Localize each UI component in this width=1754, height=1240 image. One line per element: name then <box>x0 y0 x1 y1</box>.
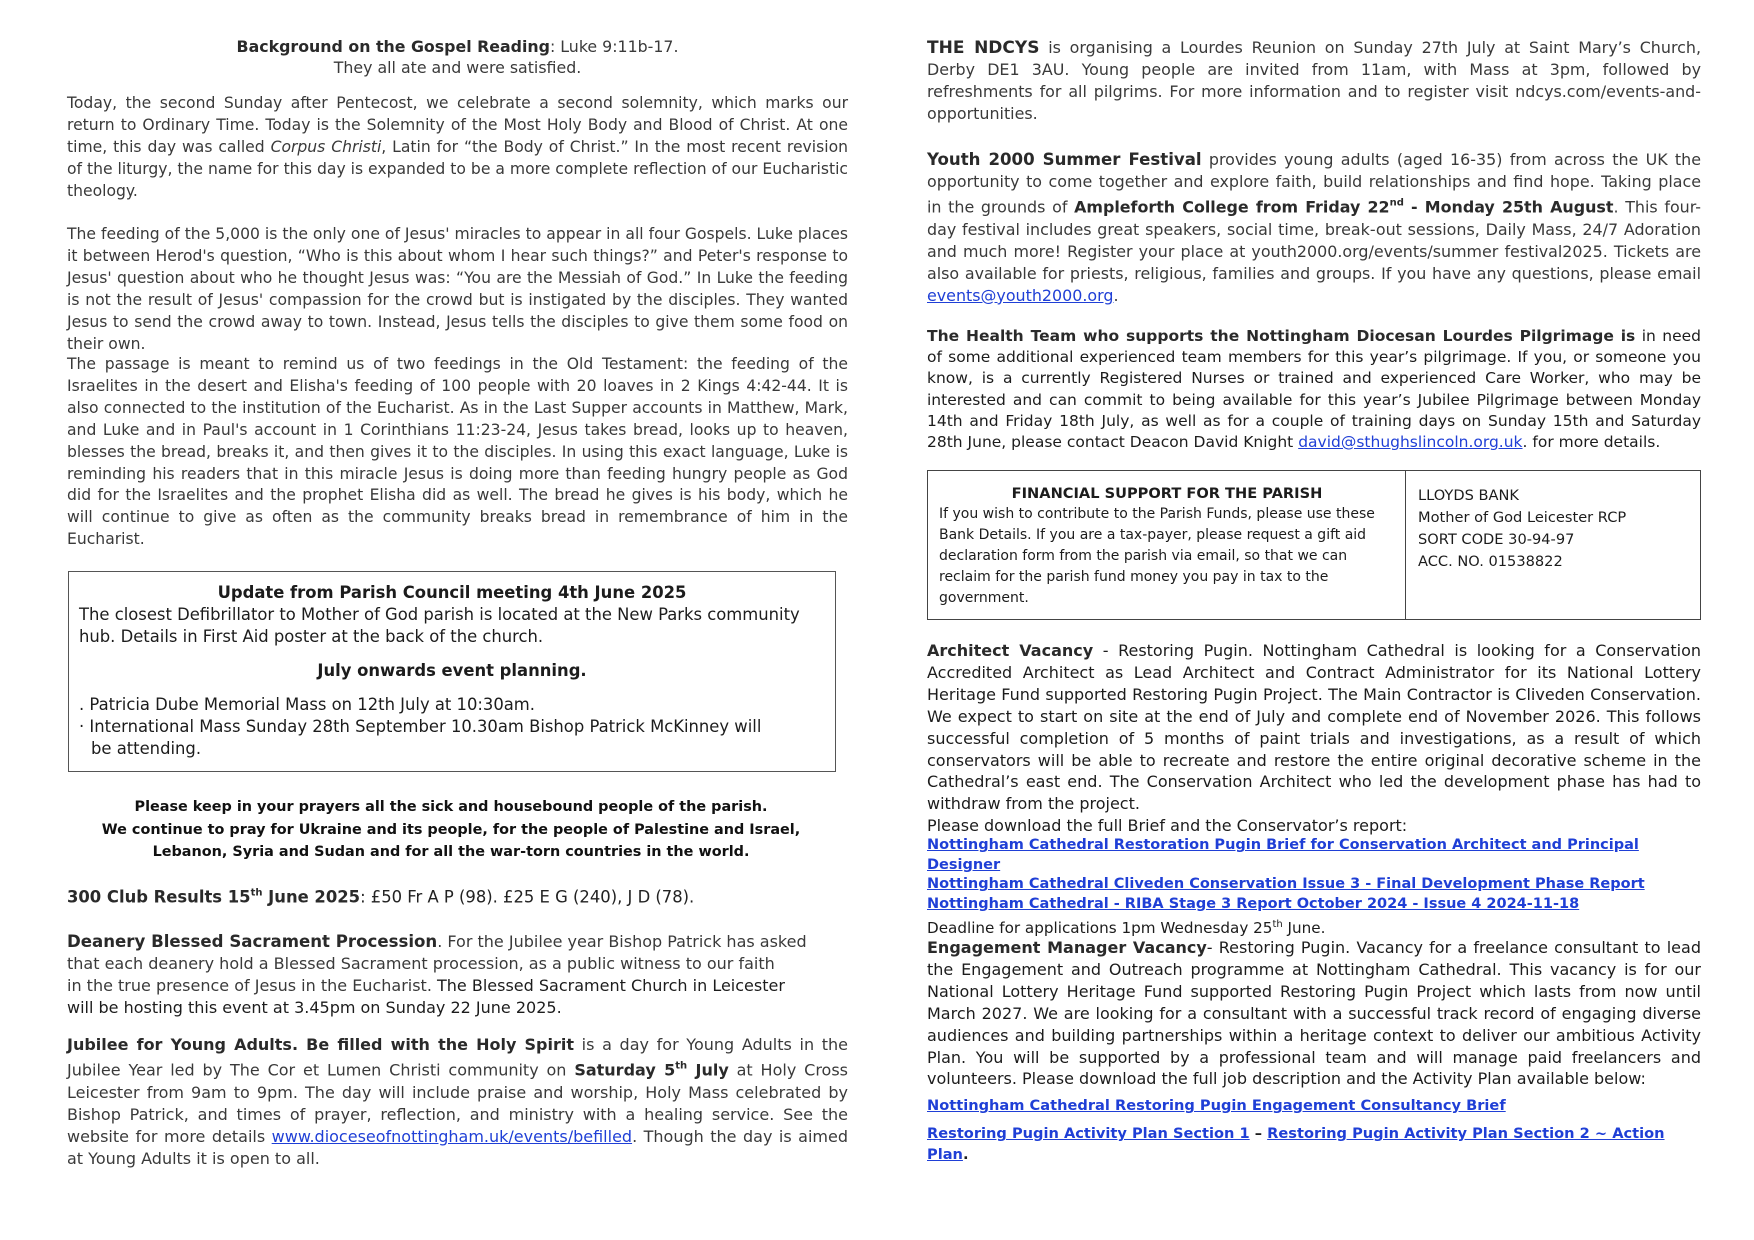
gospel-paragraph-1: Today, the second Sunday after Pentecost, we celebrate a second solemnity, which marks our return to Ordinary Time. Today is the Solemnity of the Most Holy Body and Blood of Christ. At one time, this day was called Corpus Christi, Latin for “the Body of Christ.” In the most recent revision of the liturgy, the name for this day is expanded to be a more complete reflection of our Eucharistic theology. <box>67 94 849 200</box>
gospel-subtitle: They all ate and were satisfied. <box>333 58 582 77</box>
activity-plan-1-link[interactable]: Restoring Pugin Activity Plan Section 1 <box>927 1125 1250 1143</box>
deadline: Deadline for applications 1pm Wednesday 25th June. <box>927 919 1326 938</box>
council-text: The closest Defibrillator to Mother of God parish is located at the New Parks community hub. Details in First Aid poster at the back of the church. <box>79 605 800 646</box>
riba-report-link[interactable]: Nottingham Cathedral - RIBA Stage 3 Report October 2024 - Issue 4 2024-11-18 <box>927 895 1580 912</box>
council-item-2-line-1: · International Mass Sunday 28th September 10.30am Bishop Patrick McKinney will <box>79 717 762 736</box>
financial-support-box <box>927 470 1701 620</box>
sort-code: SORT CODE 30-94-97 <box>1418 531 1575 548</box>
deanery-title: Deanery Blessed Sacrament Procession <box>67 932 438 951</box>
health-title: The Health Team who supports the Nottingham Diocesan Lourdes Pilgrimage is <box>927 327 1636 345</box>
parish-council-box <box>68 571 836 772</box>
financial-title: FINANCIAL SUPPORT FOR THE PARISH <box>1011 485 1323 502</box>
ndcys-title: THE NDCYS <box>927 38 1040 58</box>
cliveden-report-link[interactable]: Nottingham Cathedral Cliveden Conservation Issue 3 - Final Development Phase Report <box>927 876 1645 893</box>
architect-download: Please download the full Brief and the Conservator’s report: <box>927 816 1408 836</box>
financial-text: If you wish to contribute to the Parish Funds, please use these Bank Details. If you are a tax-payer, please request a gift aid declaration form from the parish via email, so that we can reclaim for the parish fund money you pay in tax to the government. <box>939 506 1375 606</box>
befilled-link[interactable]: www.dioceseofnottingham.uk/events/befilled <box>271 1126 633 1146</box>
architect-title: Architect Vacancy <box>927 641 1094 660</box>
engagement-title: Engagement Manager Vacancy <box>927 938 1207 957</box>
gospel-heading <box>67 36 848 78</box>
architect-text: Architect Vacancy - Restoring Pugin. Nottingham Cathedral is looking for a Conservation Accredited Architect as Lead Architect and Contract Administrator for its National Lottery Heritage Fund supported Restoring Pugin Project. The Main Contractor is Cliveden Conservation. We expect to start on site at the end of July and complete end of November 2026. This follows successful completion of 5 months of paint trials and investigations, as a result of which conservators will be able to recreate and restore the entire original decorative scheme in the Cathedral’s east end. The Conservation Architect who led the development phase has had to withdraw from the project. <box>927 641 1702 814</box>
engagement-vacancy: Engagement Manager Vacancy- Restoring Pugin. Vacancy for a freelance consultant to lead the Engagement and Outreach programme at Nottingham Cathedral. This vacancy is for our National Lottery Heritage Fund supported Restoring Pugin Project which lasts from now until March 2027. We are looking for a consultant with a successful track record of engaging diverse audiences and building partnerships within a heritage context to deliver our ambitious Activity Plan. You will be supported by a professional team and will manage paid freelancers and volunteers. Please download the full job description and the Activity Plan available below: Nottingham Cathedral Restoring Pugin Engagement Consultancy Brief Restoring Pugin Activity Plan Section 1 – Restoring Pugin Activity Plan Section 2 ~ Action Plan. <box>927 938 1701 1164</box>
council-item-2-line-2: be attending. <box>91 739 202 758</box>
gospel-paragraph-2: The feeding of the 5,000 is the only one of Jesus' miracles to appear in all four Gospels. Luke places it between Herod's question, “Who is this about whom I hear such things?” and Peter's response to Jesus' question about who he thought Jesus was: “You are the Messiah of God.” In Luke the feeding is not the result of Jesus' compassion for the crowd but is instigated by the disciples. They wanted Jesus to send the crowd away to town. Instead, Jesus tells the disciples to give them some food on their own. <box>67 225 848 353</box>
gospel-reference: : Luke 9:11b-17. <box>549 37 679 56</box>
youth-title: Youth 2000 Summer Festival <box>927 150 1202 169</box>
council-title: Update from Parish Council meeting 4th June 2025 <box>217 583 687 602</box>
account-name: Mother of God Leicester RCP <box>1418 509 1627 526</box>
health-team-notice: The Health Team who supports the Nottingham Diocesan Lourdes Pilgrimage is in need of some additional experienced team members for this year’s pilgrimage. If you, or someone you know, is a currently Registered Nurses or trained and experienced Care Worker, who may be interested and can commit to being available for this year’s Jubilee Pilgrimage between Monday 14th and Friday 18th July, as well as for a couple of training days on Sunday 15th and Saturday 28th June, please contact Deacon David Knight david@sthughslincoln.org.uk. for more details. <box>927 327 1701 452</box>
jubilee-title: Jubilee for Young Adults <box>67 1035 292 1054</box>
financial-left-cell <box>928 471 1406 619</box>
architect-brief-link[interactable]: Nottingham Cathedral Restoration Pugin Brief for Conservation Architect and Principal Designer <box>927 837 1639 873</box>
account-number: ACC. NO. 01538822 <box>1418 553 1563 570</box>
prayers-notice: Please keep in your prayers all the sick and housebound people of the parish. We continue to pray for Ukraine and its people, for the people of Palestine and Israel, Lebanon, Syria and Sudan and for all the war-torn countries in the world. <box>101 799 801 860</box>
club-results: 300 Club Results 15th June 2025: £50 Fr A P (98). £25 E G (240), J D (78). <box>67 887 695 907</box>
gospel-paragraph-3: The passage is meant to remind us of two feedings in the Old Testament: the feeding of the Israelites in the desert and Elisha's feeding of 100 people with 20 loaves in 2 Kings 4:42-44. It is also connected to the institution of the Eucharist. As in the Last Supper accounts in Matthew, Mark, and Luke and in Paul's account in 1 Corinthians 11:23-24, Jesus takes bread, looks up to heaven, blesses the bread, breaks it, and then gives it to the disciples. In using this exact language, Luke is reminding his readers that in this miracle Jesus is doing more than feeding hungry people as God did for the Israelites and the prophet Elisha did as well. The bread he gives is his body, which he will continue to give as often as the community breaks bread in remembrance of him in the Eucharist. <box>67 355 848 549</box>
bank-details <box>1406 471 1638 619</box>
council-subtitle: July onwards event planning. <box>317 661 587 680</box>
youth2000-festival: Youth 2000 Summer Festival provides young adults (aged 16-35) from across the UK the opportunity to come together and explore faith, build relationships and find hope. Taking place in the grounds of Ampleforth College from Friday 22nd - Monday 25th August. This four-day festival includes great speakers, social time, break-out sessions, Daily Mass, 24/7 Adoration and much more! Register your place at youth2000.org/events/summer festival2025. Tickets are also available for priests, religious, families and groups. If you have any questions, please email events@youth2000.org. <box>927 150 1702 305</box>
architect-vacancy <box>927 640 1701 939</box>
deanery-procession: Deanery Blessed Sacrament Procession. For the Jubilee year Bishop Patrick has asked that each deanery hold a Blessed Sacrament procession, as a public witness to our faith in the true presence of Jesus in the Eucharist. The Blessed Sacrament Church in Leicester will be hosting this event at 3.45pm on Sunday 22 June 2025. <box>67 932 807 1018</box>
youth2000-email-link[interactable]: events@youth2000.org <box>927 285 1114 305</box>
engagement-brief-link[interactable]: Nottingham Cathedral Restoring Pugin Engagement Consultancy Brief <box>927 1097 1506 1115</box>
ndcys-notice: THE NDCYS is organising a Lourdes Reunion on Sunday 27th July at Saint Mary’s Church, Derby DE1 3AU. Young people are invited from 11am, with Mass at 3pm, followed by refreshments for all pilgrims. For more information and to register visit ndcys.com/events-and- opportunities. <box>927 38 1701 124</box>
engagement-text: Engagement Manager Vacancy- Restoring Pugin. Vacancy for a freelance consultant to lead the Engagement and Outreach programme at Nottingham Cathedral. This vacancy is for our National Lottery Heritage Fund supported Restoring Pugin Project which lasts from now until March 2027. We are looking for a consultant with a successful track record of engaging diverse audiences and building partnerships within a heritage context to deliver our ambitious Activity Plan. You will be supported by a professional team and will manage paid freelancers and volunteers. Please download the full job description and the Activity Plan available below: <box>927 938 1701 1089</box>
bank-name: LLOYDS BANK <box>1418 487 1519 504</box>
activity-plan-2-link[interactable]: Restoring Pugin Activity Plan Section 2 ~ Action Plan <box>927 1125 1665 1164</box>
david-email-link[interactable]: david@sthughslincoln.org.uk <box>1298 433 1523 452</box>
council-item-1: . Patricia Dube Memorial Mass on 12th July at 10:30am. <box>79 695 535 714</box>
jubilee-young-adults: Jubilee for Young Adults. Be filled with the Holy Spirit is a day for Young Adults in the Jubilee Year led by The Cor et Lumen Christi community on Saturday 5th July at Holy Cross Leicester from 9am to 9pm. The day will include praise and worship, Holy Mass celebrated by Bishop Patrick, and times of prayer, reflection, and ministry with a healing service. See the website for more details www.dioceseofnottingham.uk/events/befilled. Though the day is aimed at Young Adults it is open to all. <box>67 1035 849 1168</box>
gospel-title: Background on the Gospel Reading <box>236 37 550 56</box>
